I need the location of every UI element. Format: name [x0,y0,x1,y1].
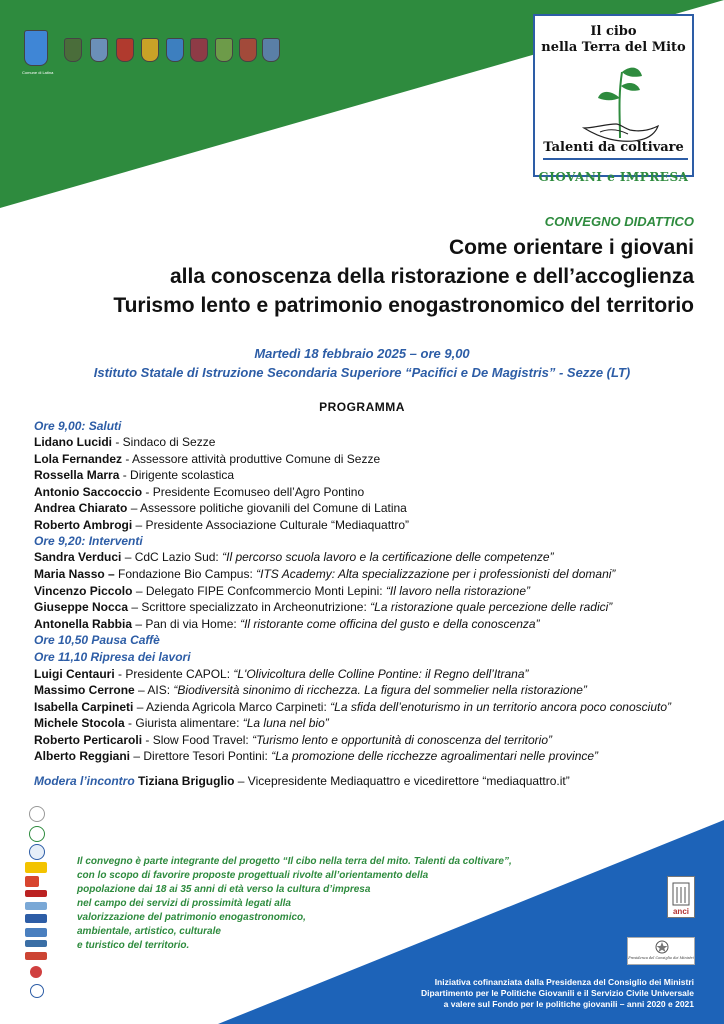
programme-line [34,500,407,516]
speaker-name: Antonella Rabbia [34,617,133,631]
municipality-crest-icon [190,38,208,62]
programme-line [34,517,409,533]
event-date: Martedì 18 febbraio 2025 – ore 9,00 [254,346,470,361]
talk-title: “Turismo lento e opportunità di conoscenza del territorio” [252,733,553,747]
talk-title: “La promozione delle ricchezze agroalimentari nelle province” [271,749,599,763]
partner-logo-icon [25,876,39,887]
project-note-line: con lo scopo di favorire proposte progettuali rivolte all’orientamento della [77,870,429,881]
speaker-role: – Delegato FIPE Confcommercio Monti Lepini: [132,584,386,598]
speaker-name: Sandra Verduci [34,550,122,564]
municipality-crest-icon [116,38,134,62]
moderator-label: Modera l’incontro [34,774,135,788]
footer-line: a valere sul Fondo per le politiche giovanili – anni 2020 e 2021 [443,999,694,1009]
speaker-name: Maria Nasso – [34,567,115,581]
title-line-2: alla conoscenza della ristorazione e dell’accoglienza [169,265,694,288]
section-interventi: Ore 9,20: Interventi [34,534,143,548]
speaker-role: – Presidente Associazione Culturale “Mediaquattro” [132,518,410,532]
talk-title: “Il percorso scuola lavoro e la certificazione delle competenze” [222,550,554,564]
speaker-name: Antonio Saccoccio [34,485,143,499]
section-saluti: Ore 9,00: Saluti [34,419,122,433]
title-line-1: Come orientare i giovani [448,236,694,259]
speaker-role: - Sindaco di Sezze [112,435,216,449]
talk-title: “Il lavoro nella ristorazione” [385,584,530,598]
project-note-line: nel campo dei servizi di prossimità legati alla [77,898,291,909]
partner-logo-icon [29,844,45,860]
section-ripresa: Ore 11,10 Ripresa dei lavori [34,650,191,664]
talk-title: “L'Olivicoltura delle Colline Pontine: il Regno dell’Itrana” [233,667,529,681]
municipality-crest-icon [90,38,108,62]
moderator-role: – Vicepresidente Mediaquattro e vicedirettore “mediaquattro.it” [234,774,570,788]
speaker-role: – Pan di via Home: [132,617,241,631]
speaker-name: Michele Stocola [34,716,125,730]
partner-logo-infor-sud [25,890,47,897]
talk-title: “La luna nel bio” [242,716,329,730]
speaker-role: - Slow Food Travel: [142,733,253,747]
footer-line: Dipartimento per le Politiche Giovanili e il Servizio Civile Universale [420,988,694,998]
programme-line [34,566,615,582]
speaker-role: – Assessore politiche giovanili del Comune di Latina [127,501,407,515]
partner-logos [0,800,60,1010]
anci-label: anci [672,907,689,916]
partner-logo-icon [30,984,44,998]
speaker-name: Lidano Lucidi [34,435,112,449]
municipal-crests [0,0,300,90]
municipality-crest-icon [166,38,184,62]
presidenza-label: Presidenza del Consiglio dei Ministri [628,956,694,960]
programme-line [34,748,598,764]
logo-line-2: nella Terra del Mito [541,40,686,55]
presidenza-logo [627,937,695,965]
speaker-role: - Presidente CAPOL: [114,667,234,681]
talk-title: “ITS Academy: Alta specializzazione per i professionisti del domani” [256,567,616,581]
partner-logo-jibos [25,928,47,937]
municipality-crest-icon [215,38,233,62]
talk-title: “Biodiversità sinonimo di ricchezza. La figura del sommelier nella ristorazione” [173,683,587,697]
moderator-line [34,773,570,789]
talk-title: “Il ristorante come officina del gusto e della conoscenza” [240,617,540,631]
partner-logo-naturasi [25,862,47,873]
speaker-name: Roberto Ambrogi [34,518,133,532]
speaker-role: – AIS: [134,683,174,697]
moderator-name: Tiziana Briguglio [134,774,235,788]
programme-line [34,666,529,682]
talk-title: “La sfida dell’enoturismo in un territorio ancora poco conosciuto” [330,700,672,714]
speaker-name: Andrea Chiarato [34,501,128,515]
programme-line [34,583,530,599]
speaker-role: Fondazione Bio Campus: [114,567,257,581]
talk-title: “La ristorazione quale percezione delle radici” [370,600,613,614]
programme-line [34,715,329,731]
latina-crest-icon [24,30,48,66]
logo-line-3: Talenti da coltivare [543,140,684,155]
sezze-crest-icon [64,38,82,62]
speaker-role: – CdC Lazio Sud: [121,550,223,564]
logo-divider [543,158,688,160]
programme-line [34,599,612,615]
programme-line [34,699,671,715]
title-line-3: Turismo lento e patrimonio enogastronomico del territorio [113,294,694,317]
municipality-crest-icon [141,38,159,62]
speaker-name: Giuseppe Nocca [34,600,129,614]
programme-line [34,467,234,483]
building-icon [668,879,694,909]
programme-line [34,484,364,500]
project-note-line: Il convegno è parte integrante del progetto “Il cibo nella terra del mito. Talenti da coltivare”, [77,856,512,867]
partner-logo-scbm [25,914,47,923]
speaker-role: – Scrittore specializzato in Archeonutrizione: [128,600,371,614]
programme-line [34,732,552,748]
speaker-name: Lola Fernandez [34,452,123,466]
speaker-role: - Dirigente scolastica [119,468,235,482]
event-venue: Istituto Statale di Istruzione Secondaria Superiore “Pacifici e De Magistris” - Sezze (LT) [93,365,631,380]
programme-line [34,434,215,450]
anci-logo [667,876,695,918]
crest-caption: Comune di Latina [22,70,54,75]
partner-logo-icon [29,806,45,822]
partner-logo-icon [25,940,47,947]
programme-line [34,616,540,632]
speaker-name: Isabella Carpineti [34,700,134,714]
event-kicker: CONVEGNO DIDATTICO [544,214,694,229]
partner-logo-salingfood [25,952,47,960]
logo-subtitle: GIOVANI e IMPRESA [538,170,689,184]
project-note-line: valorizzazione del patrimonio enogastronomico, [77,912,306,923]
partner-logo-icon [29,826,45,842]
speaker-name: Rossella Marra [34,468,120,482]
speaker-name: Roberto Perticaroli [34,733,143,747]
project-note-line: ambientale, artistico, culturale [77,926,221,937]
project-logo [533,14,694,184]
section-pausa: Ore 10,50 Pausa Caffè [34,633,160,647]
footer-line: Iniziativa cofinanziata dalla Presidenza del Consiglio dei Ministri [434,977,694,987]
speaker-name: Luigi Centauri [34,667,115,681]
programme-line [34,549,554,565]
speaker-name: Vincenzo Piccolo [34,584,133,598]
partner-logo-icon [25,902,47,910]
speaker-role: - Assessore attività produttive Comune di Sezze [122,452,381,466]
programme-line [34,451,380,467]
partner-logo-icon [30,966,42,978]
municipality-crest-icon [262,38,280,62]
speaker-role: - Giurista alimentare: [124,716,243,730]
speaker-role: – Azienda Agricola Marco Carpineti: [133,700,331,714]
programme-heading: PROGRAMMA [319,400,405,414]
speaker-name: Massimo Cerrone [34,683,135,697]
municipality-crest-icon [239,38,257,62]
speaker-role: - Presidente Ecomuseo dell’Agro Pontino [142,485,365,499]
speaker-role: – Direttore Tesori Pontini: [130,749,272,763]
programme-line [34,682,587,698]
logo-line-1: Il cibo [590,24,637,39]
project-note-line: popolazione dai 18 ai 35 anni di età verso la cultura d’impresa [77,884,371,895]
project-note-line: e turistico del territorio. [77,940,190,951]
emblem-icon [655,940,669,954]
speaker-name: Alberto Reggiani [34,749,131,763]
